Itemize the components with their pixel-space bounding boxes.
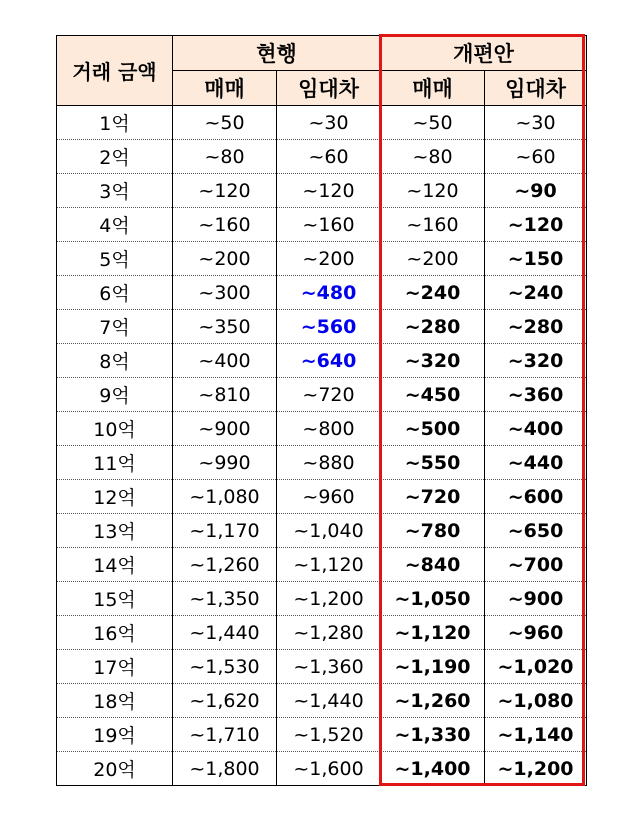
table-row (57, 446, 587, 480)
cell-reform-lease: ~900 (485, 582, 587, 616)
table-header (57, 36, 587, 106)
cell-amount: 3억 (57, 174, 173, 208)
cell-current-lease: ~30 (277, 106, 381, 140)
cell-reform-lease: ~440 (485, 446, 587, 480)
cell-reform-sale: ~240 (381, 276, 485, 310)
table-row (57, 378, 587, 412)
cell-amount: 17억 (57, 650, 173, 684)
header-current: 현행 (173, 36, 381, 71)
cell-reform-sale: ~1,190 (381, 650, 485, 684)
header-current-lease: 임대차 (277, 71, 381, 106)
header-transaction-amount: 거래 금액 (57, 36, 173, 106)
cell-current-sale: ~120 (173, 174, 277, 208)
cell-amount: 19억 (57, 718, 173, 752)
cell-current-sale: ~1,800 (173, 752, 277, 786)
cell-current-sale: ~160 (173, 208, 277, 242)
cell-current-lease: ~480 (277, 276, 381, 310)
cell-reform-sale: ~1,330 (381, 718, 485, 752)
cell-reform-lease: ~90 (485, 174, 587, 208)
cell-reform-sale: ~50 (381, 106, 485, 140)
cell-amount: 10억 (57, 412, 173, 446)
cell-reform-lease: ~150 (485, 242, 587, 276)
cell-current-lease: ~60 (277, 140, 381, 174)
cell-current-lease: ~120 (277, 174, 381, 208)
table-row (57, 174, 587, 208)
cell-amount: 6억 (57, 276, 173, 310)
cell-reform-sale: ~120 (381, 174, 485, 208)
cell-reform-lease: ~240 (485, 276, 587, 310)
cell-reform-sale: ~450 (381, 378, 485, 412)
cell-reform-sale: ~80 (381, 140, 485, 174)
cell-reform-sale: ~200 (381, 242, 485, 276)
cell-current-lease: ~1,280 (277, 616, 381, 650)
header-reform-sale: 매매 (381, 71, 485, 106)
cell-current-sale: ~200 (173, 242, 277, 276)
cell-amount: 13억 (57, 514, 173, 548)
cell-current-sale: ~1,260 (173, 548, 277, 582)
cell-amount: 7억 (57, 310, 173, 344)
cell-current-sale: ~80 (173, 140, 277, 174)
cell-current-lease: ~1,360 (277, 650, 381, 684)
cell-reform-sale: ~500 (381, 412, 485, 446)
cell-current-lease: ~560 (277, 310, 381, 344)
cell-reform-lease: ~60 (485, 140, 587, 174)
cell-current-lease: ~160 (277, 208, 381, 242)
cell-reform-lease: ~280 (485, 310, 587, 344)
cell-reform-sale: ~720 (381, 480, 485, 514)
cell-current-sale: ~900 (173, 412, 277, 446)
cell-reform-lease: ~600 (485, 480, 587, 514)
cell-amount: 11억 (57, 446, 173, 480)
table-row (57, 310, 587, 344)
cell-amount: 4억 (57, 208, 173, 242)
cell-reform-sale: ~320 (381, 344, 485, 378)
cell-reform-sale: ~840 (381, 548, 485, 582)
table-row (57, 344, 587, 378)
cell-current-sale: ~810 (173, 378, 277, 412)
cell-amount: 5억 (57, 242, 173, 276)
cell-amount: 2억 (57, 140, 173, 174)
cell-amount: 16억 (57, 616, 173, 650)
table-row (57, 650, 587, 684)
cell-current-sale: ~50 (173, 106, 277, 140)
cell-current-sale: ~1,620 (173, 684, 277, 718)
cell-reform-lease: ~1,020 (485, 650, 587, 684)
cell-current-lease: ~1,440 (277, 684, 381, 718)
cell-amount: 8억 (57, 344, 173, 378)
cell-reform-lease: ~320 (485, 344, 587, 378)
cell-current-lease: ~1,200 (277, 582, 381, 616)
header-reform-lease: 임대차 (485, 71, 587, 106)
cell-reform-sale: ~550 (381, 446, 485, 480)
cell-reform-sale: ~1,120 (381, 616, 485, 650)
cell-reform-lease: ~700 (485, 548, 587, 582)
cell-current-lease: ~800 (277, 412, 381, 446)
cell-current-sale: ~350 (173, 310, 277, 344)
cell-current-sale: ~1,170 (173, 514, 277, 548)
cell-amount: 15억 (57, 582, 173, 616)
cell-current-lease: ~1,040 (277, 514, 381, 548)
cell-reform-sale: ~1,400 (381, 752, 485, 786)
cell-reform-lease: ~30 (485, 106, 587, 140)
cell-amount: 1억 (57, 106, 173, 140)
cell-current-lease: ~720 (277, 378, 381, 412)
table-row (57, 106, 587, 140)
cell-current-lease: ~200 (277, 242, 381, 276)
cell-current-lease: ~640 (277, 344, 381, 378)
cell-reform-lease: ~120 (485, 208, 587, 242)
cell-current-lease: ~1,120 (277, 548, 381, 582)
cell-current-sale: ~300 (173, 276, 277, 310)
cell-current-sale: ~1,710 (173, 718, 277, 752)
table-row (57, 412, 587, 446)
fee-table-container (56, 35, 587, 786)
cell-amount: 18억 (57, 684, 173, 718)
cell-amount: 12억 (57, 480, 173, 514)
cell-reform-lease: ~400 (485, 412, 587, 446)
table-row (57, 582, 587, 616)
table-row (57, 242, 587, 276)
table-row (57, 752, 587, 786)
table-row (57, 514, 587, 548)
cell-reform-lease: ~1,200 (485, 752, 587, 786)
cell-reform-sale: ~780 (381, 514, 485, 548)
cell-reform-sale: ~160 (381, 208, 485, 242)
table-row (57, 140, 587, 174)
table-row (57, 480, 587, 514)
cell-current-lease: ~880 (277, 446, 381, 480)
cell-current-lease: ~960 (277, 480, 381, 514)
table-row (57, 548, 587, 582)
cell-reform-sale: ~1,260 (381, 684, 485, 718)
brokerage-fee-table (56, 35, 587, 786)
header-reform: 개편안 (381, 36, 587, 71)
cell-reform-sale: ~1,050 (381, 582, 485, 616)
cell-reform-lease: ~1,140 (485, 718, 587, 752)
cell-reform-lease: ~960 (485, 616, 587, 650)
cell-current-sale: ~1,350 (173, 582, 277, 616)
cell-current-sale: ~400 (173, 344, 277, 378)
table-row (57, 616, 587, 650)
cell-amount: 9억 (57, 378, 173, 412)
table-row (57, 208, 587, 242)
table-body (57, 106, 587, 786)
cell-current-lease: ~1,600 (277, 752, 381, 786)
cell-current-sale: ~1,530 (173, 650, 277, 684)
cell-reform-lease: ~360 (485, 378, 587, 412)
cell-amount: 14억 (57, 548, 173, 582)
cell-reform-sale: ~280 (381, 310, 485, 344)
header-current-sale: 매매 (173, 71, 277, 106)
cell-reform-lease: ~650 (485, 514, 587, 548)
table-row (57, 684, 587, 718)
cell-current-lease: ~1,520 (277, 718, 381, 752)
cell-current-sale: ~990 (173, 446, 277, 480)
cell-current-sale: ~1,440 (173, 616, 277, 650)
table-row (57, 718, 587, 752)
cell-reform-lease: ~1,080 (485, 684, 587, 718)
table-row (57, 276, 587, 310)
cell-current-sale: ~1,080 (173, 480, 277, 514)
cell-amount: 20억 (57, 752, 173, 786)
